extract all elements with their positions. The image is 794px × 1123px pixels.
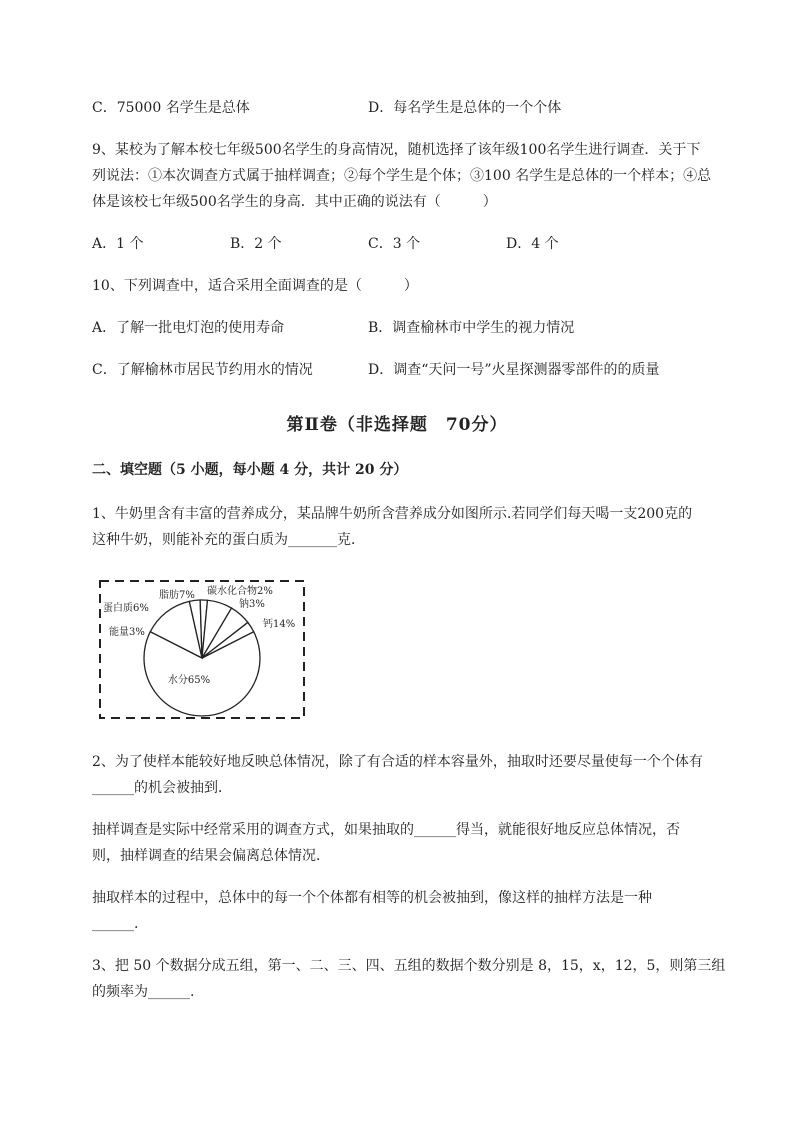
section-heading: 二、填空题（5 小题，每小题 4 分，共计 20 分）: [92, 462, 408, 478]
q10-option-d: D．调查“天问一号”火星探测器零部件的的质量: [368, 362, 660, 378]
q9-stem-line2: 列说法：①本次调查方式属于抽样调查；②每个学生是个体；③100 名学生是总体的一个样本；④总: [92, 168, 712, 184]
q10-option-b: B．调查榆林市中学生的视力情况: [368, 320, 575, 336]
q9-option-d: D．4 个: [506, 236, 559, 252]
fill3-line1: 3、把 50 个数据分成五组，第一、二、三、四、五组的数据个数分别是 8，15，x，12，5，则第三组: [92, 958, 726, 974]
q8-option-c: C．75000 名学生是总体: [92, 100, 250, 116]
pie-label-4: 碳水化合物2%: [207, 586, 273, 597]
pie-label-2: 钙14%: [263, 619, 296, 630]
fill2-line2: ______的机会被抽到．: [92, 780, 232, 796]
fill1-line1: 1、牛奶里含有丰富的营养成分，某品牌牛奶所含营养成分如图所示.若同学们每天喝一支200克的: [92, 506, 693, 522]
fill2-line1: 2、为了使样本能较好地反映总体情况，除了有合适的样本容量外，抽取时还要尽量使每一个个体有: [92, 754, 703, 770]
q9-option-c: C．3 个: [368, 236, 421, 252]
fill2-line5: 抽取样本的过程中，总体中的每一个个体都有相等的机会被抽到，像这样的抽样方法是一种: [92, 890, 652, 906]
q10-stem: 10、下列调查中，适合采用全面调查的是（ ）: [92, 278, 418, 294]
q9-stem-line1: 9、某校为了解本校七年级500名学生的身高情况，随机选择了该年级100名学生进行调查．关于下: [92, 142, 701, 158]
part2-title: 第Ⅱ卷（非选择题 70分）: [286, 415, 508, 435]
q8-option-d: D．每名学生是总体的一个个体: [368, 100, 562, 116]
q10-option-c: C．了解榆林市居民节约用水的情况: [92, 362, 313, 378]
nutrition-pie-chart: [99, 580, 305, 719]
pie-label-5: 脂肪7%: [159, 590, 195, 601]
fill2-line4: 则，抽样调查的结果会偏离总体情况．: [92, 848, 330, 864]
q10-option-a: A．了解一批电灯泡的使用寿命: [92, 320, 285, 336]
pie-label-1: 水分65%: [167, 675, 211, 686]
q9-stem-line3: 体是该校七年级500名学生的身高．其中正确的说法有（ ）: [92, 194, 497, 210]
pie-label-6: 蛋白质6%: [103, 603, 149, 614]
fill1-line2: 这种牛奶，则能补充的蛋白质为_______克．: [92, 532, 365, 548]
fill2-line3: 抽样调查是实际中经常采用的调查方式，如果抽取的______得当，就能很好地反应总体情况，否: [92, 822, 680, 838]
q9-option-a: A．1 个: [92, 236, 144, 252]
pie-label-7: 能量3%: [109, 627, 145, 638]
pie-label-3: 钠3%: [239, 599, 265, 610]
pie-chart-svg: [99, 580, 305, 719]
q9-option-b: B．2 个: [230, 236, 282, 252]
fill2-line6: ______.: [92, 916, 139, 932]
fill3-line2: 的频率为______.: [92, 984, 195, 1000]
